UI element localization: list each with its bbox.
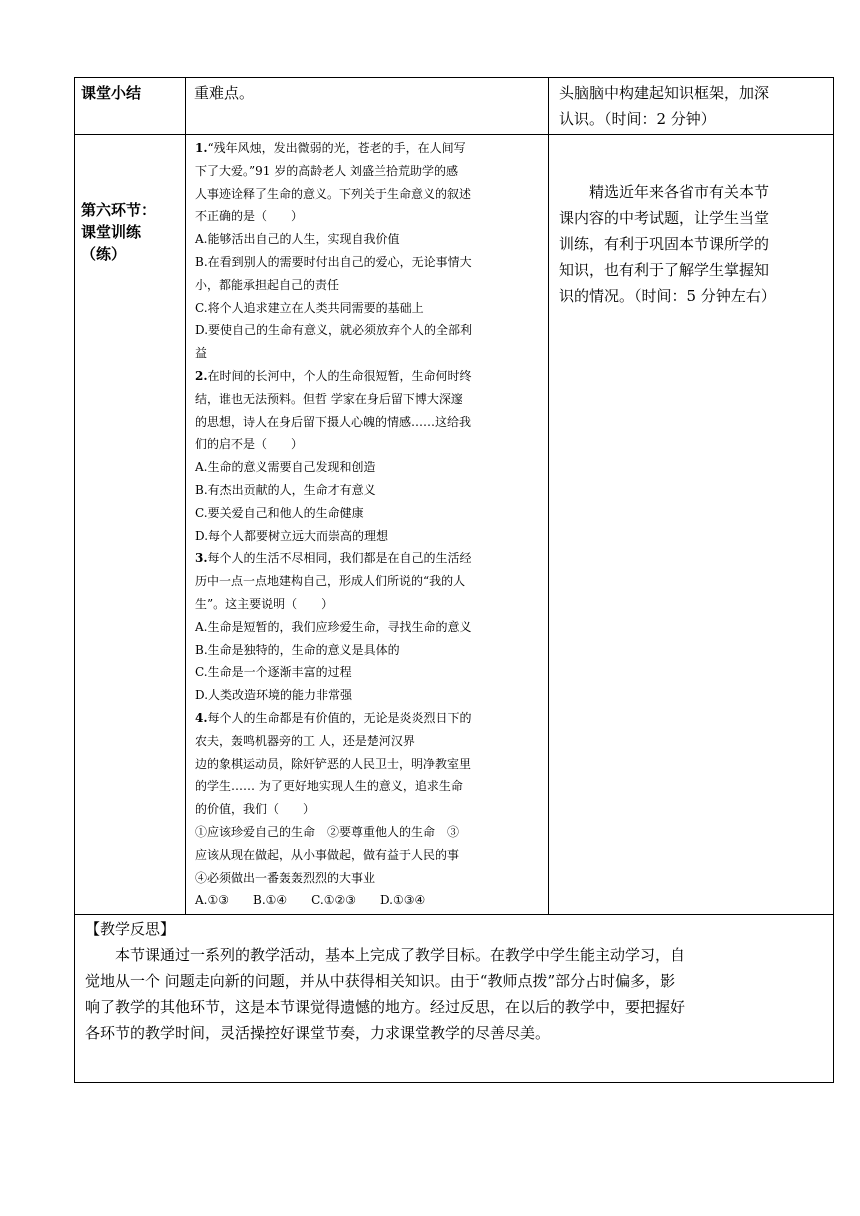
q4-stem-line-5: 的价值，我们（ ） [195, 802, 316, 817]
summary-label: 课堂小结 [75, 78, 186, 135]
lesson-plan-page [74, 77, 786, 1083]
q3-stem-line-1: 3.每个人的生活不尽相同，我们都是在自己的生活经 [195, 551, 472, 566]
q1-stem-line-4: 不正确的是（ ） [195, 209, 304, 224]
q1-stem-line-1: 1.“残年风烛，发出微弱的光，苍老的手，在人间写 [195, 141, 466, 155]
q1-option-c: C.将个人追求建立在人类共同需要的基础上 [195, 300, 424, 315]
practice-intent-line-4: 知识，也有利于了解学生掌握知 [559, 261, 770, 279]
practice-intent-line-3: 训练，有利于巩固本节课所学的 [559, 235, 770, 253]
reflection-line-1: 本节课通过一系列的教学活动，基本上完成了教学目标。在教学中学生能主动学习，自 [115, 946, 686, 965]
q3-option-d: D.人类改造环境的能力非常强 [195, 688, 353, 703]
q1-option-d-cont: 益 [195, 346, 208, 361]
summary-intent-line-1: 头脑脑中构建起知识框架，加深 [559, 84, 770, 102]
summary-intent-line-2: 认识。（时间：2 分钟） [559, 110, 716, 128]
q4-statements-line-3: ④必须做出一番轰轰烈烈的大事业 [195, 870, 376, 885]
summary-design-intent [549, 78, 834, 135]
reflection-row [75, 915, 834, 1083]
practice-label-line-2: 课堂训练 [81, 223, 142, 241]
q3-stem-line-3: 生”。这主要说明（ ） [195, 596, 334, 611]
practice-intent-line-5: 识的情况。（时间：5 分钟左右） [559, 287, 776, 305]
q2-stem-line-3: 的思想，诗人在身后留下摄人心魄的情感……这给我 [195, 414, 472, 429]
q1-option-a: A.能够活出自己的人生，实现自我价值 [195, 232, 400, 247]
q3-number: 3. [195, 551, 208, 566]
q2-number: 2. [195, 368, 208, 383]
q4-stem-line-4: 的学生…… 为了更好地实现人生的意义，追求生命 [195, 779, 463, 794]
q1-stem-line-2: 下了大爱。”91 岁的高龄老人 刘盛兰拾荒助学的感 [195, 163, 459, 178]
q4-number: 4. [195, 710, 208, 725]
reflection-cell [75, 915, 834, 1083]
q4-stem-line-3: 边的象棋运动员，除奸铲恶的人民卫士，明净教室里 [195, 756, 472, 771]
reflection-heading: 【教学反思】 [85, 920, 176, 939]
reflection-line-4: 各环节的教学时间，灵活操控好课堂节奏，力求课堂教学的尽善尽美。 [85, 1024, 551, 1043]
q4-statements-line-2: 应该从现在做起，从小事做起，做有益于人民的事 [195, 847, 460, 862]
summary-content: 重难点。 [186, 78, 549, 135]
q3-option-c: C.生命是一个逐渐丰富的过程 [195, 665, 352, 680]
q2-option-a: A.生命的意义需要自己发现和创造 [195, 460, 376, 475]
practice-design-intent [549, 135, 834, 915]
q2-stem-line-4: 们的启不是（ ） [195, 437, 304, 452]
q4-stem-line-2: 农夫，轰鸣机器旁的工 人，还是楚河汉界 [195, 733, 415, 748]
q4-statements-line-1: ①应该珍爱自己的生命 ②要尊重他人的生命 ③ [195, 824, 460, 839]
practice-label-line-1: 第六环节： [81, 201, 157, 219]
q2-option-b: B.有杰出贡献的人，生命才有意义 [195, 482, 376, 497]
practice-intent-line-2: 课内容的中考试题，让学生当堂 [559, 209, 770, 227]
q3-option-b: B.生命是独特的，生命的意义是具体的 [195, 642, 400, 657]
q1-option-b-cont: 小，都能承担起自己的责任 [195, 277, 340, 292]
practice-intent-line-1: 精选近年来各省市有关本节 [589, 183, 770, 201]
q3-option-a: A.生命是短暂的，我们应珍爱生命，寻找生命的意义 [195, 619, 472, 634]
q1-option-b: B.在看到别人的需要时付出自己的爱心，无论事情大 [195, 254, 472, 269]
q1-stem-line-3: 人事迹诠释了生命的意义。下列关于生命意义的叙述 [195, 186, 472, 201]
practice-questions [186, 135, 549, 915]
q2-stem-line-1: 2.在时间的长河中，个人的生命很短暂，生命何时终 [195, 368, 472, 383]
practice-label [75, 135, 186, 915]
practice-row [75, 135, 834, 915]
reflection-line-2: 觉地从一个 问题走向新的问题，并从中获得相关知识。由于“教师点拨”部分占时偏多，影 [85, 972, 676, 991]
q2-option-c: C.要关爱自己和他人的生命健康 [195, 505, 364, 520]
q4-answer-options: A.①③ B.①④ C.①②③ D.①③④ [195, 893, 426, 908]
summary-row [75, 78, 834, 135]
q4-stem-line-1: 4.每个人的生命都是有价值的，无论是炎炎烈日下的 [195, 710, 472, 725]
q2-stem-line-2: 结，谁也无法预料。但哲 学家在身后留下博大深邃 [195, 391, 463, 406]
q1-number: 1. [195, 141, 208, 155]
q1-option-d: D.要使自己的生命有意义，就必须放弃个人的全部利 [195, 323, 473, 338]
reflection-line-3: 响了教学的其他环节，这是本节课觉得遗憾的地方。经过反思，在以后的教学中，要把握好 [85, 998, 686, 1017]
q2-option-d: D.每个人都要树立远大而崇高的理想 [195, 528, 389, 543]
lesson-plan-table [74, 77, 834, 1083]
q3-stem-line-2: 历中一点一点地建构自己，形成人们所说的“我的人 [195, 574, 466, 589]
practice-label-line-3: （练） [81, 245, 127, 263]
